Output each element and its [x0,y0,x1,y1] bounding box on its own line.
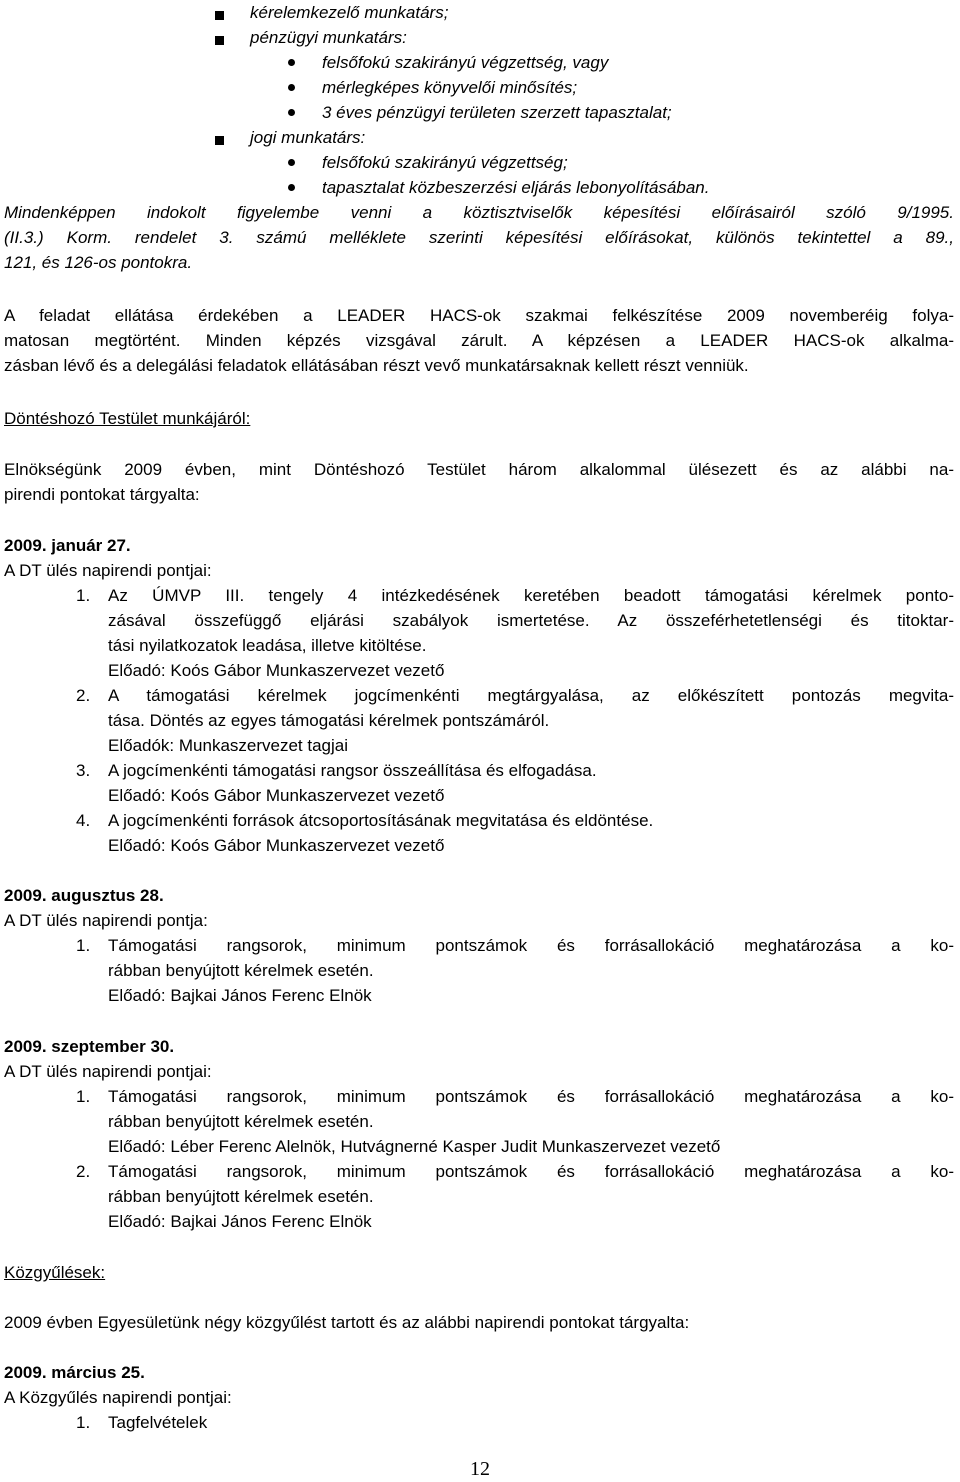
training-line: zásban lévő és a delegálási feladatok ellátásában részt vevő munkatársaknak kellett részt venniük. [4,356,749,375]
agenda-number: 4. [76,811,91,830]
agenda-number: 2. [76,1162,91,1181]
agenda-number: 3. [76,761,91,780]
list-item: tapasztalat közbeszerzési eljárás lebonyolításában. [322,178,710,197]
agenda-presenter: Előadó: Koós Gábor Munkaszervezet vezető [108,786,445,805]
agenda-line: A jogcímenkénti támogatási rangsor összeállítása és elfogadása. [108,761,597,780]
agenda-presenter: Előadó: Koós Gábor Munkaszervezet vezető [108,661,445,680]
list-item: mérlegképes könyvelői minősítés; [322,78,578,97]
agenda-label: A DT ülés napirendi pontjai: [4,1062,212,1081]
training-line: matosan megtörtént. Minden képzés vizsgával zárult. A képzésen a LEADER HACS-ok alkalma- [4,331,954,350]
agenda-line: rábban benyújtott kérelmek esetén. [108,1187,374,1206]
note-line: (II.3.) Korm. rendelet 3. számú melléklete szerinti képesítési előírásokat, különös tekintettel a 89., [4,228,954,247]
training-line: A feladat ellátása érdekében a LEADER HACS-ok szakmai felkészítése 2009 novemberéig folya- [4,306,954,325]
round-bullet-icon [288,59,295,66]
meeting-date: 2009. szeptember 30. [4,1037,175,1056]
agenda-line: Tagfelvételek [108,1413,208,1432]
agenda-label: A DT ülés napirendi pontjai: [4,561,212,580]
square-bullet-icon [215,11,224,20]
list-item: pénzügyi munkatárs: [250,28,407,47]
agenda-presenter: Előadó: Bajkai János Ferenc Elnök [108,1212,372,1231]
meeting-date: 2009. március 25. [4,1363,145,1382]
square-bullet-icon [215,136,224,145]
agenda-line: Támogatási rangsorok, minimum pontszámok és forrásallokáció meghatározása a ko- [108,1087,954,1106]
agenda-line: Támogatási rangsorok, minimum pontszámok és forrásallokáció meghatározása a ko- [108,1162,954,1181]
round-bullet-icon [288,109,295,116]
agenda-number: 1. [76,1087,91,1106]
list-item: 3 éves pénzügyi területen szerzett tapasztalat; [322,103,672,122]
list-item: kérelemkezelő munkatárs; [250,3,449,22]
agenda-line: tása. Döntés az egyes támogatási kérelmek pontszámáról. [108,711,550,730]
square-bullet-icon [215,36,224,45]
note-line: 121, és 126-os pontokra. [4,253,193,272]
agenda-line: Az ÚMVP III. tengely 4 intézkedésének keretében beadott támogatási kérelmek ponto- [108,586,954,605]
agenda-line: rábban benyújtott kérelmek esetén. [108,1112,374,1131]
page-number: 12 [470,1458,490,1480]
agenda-presenter: Előadó: Bajkai János Ferenc Elnök [108,986,372,1005]
agenda-line: A támogatási kérelmek jogcímenkénti megtárgyalása, az előkészített pontozás megvita- [108,686,954,705]
list-item: jogi munkatárs: [250,128,366,147]
agenda-label: A DT ülés napirendi pontja: [4,911,208,930]
list-item: felsőfokú szakirányú végzettség; [322,153,568,172]
round-bullet-icon [288,159,295,166]
agenda-label: A Közgyűlés napirendi pontjai: [4,1388,232,1407]
meeting-date: 2009. augusztus 28. [4,886,164,905]
intro-line: 2009 évben Egyesületünk négy közgyűlést tartott és az alábbi napirendi pontokat tárgyalta: [4,1313,690,1332]
agenda-line: tási nyilatkozatok leadása, illetve kitöltése. [108,636,427,655]
agenda-number: 1. [76,586,91,605]
agenda-line: A jogcímenkénti források átcsoportosításának megvitatása és eldöntése. [108,811,654,830]
agenda-presenter: Előadó: Koós Gábor Munkaszervezet vezető [108,836,445,855]
agenda-presenter: Előadók: Munkaszervezet tagjai [108,736,349,755]
intro-line: pirendi pontokat tárgyalta: [4,485,200,504]
section-heading: Közgyűlések: [4,1263,106,1282]
agenda-line: rábban benyújtott kérelmek esetén. [108,961,374,980]
agenda-number: 1. [76,1413,91,1432]
intro-line: Elnökségünk 2009 évben, mint Döntéshozó Testület három alkalommal ülésezett és az alábbi na- [4,460,954,479]
agenda-line: zásával összefüggő eljárási szabályok ismertetése. Az összeférhetetlenségi és titoktar- [108,611,954,630]
agenda-number: 1. [76,936,91,955]
agenda-number: 2. [76,686,91,705]
round-bullet-icon [288,184,295,191]
agenda-presenter: Előadó: Léber Ferenc Alelnök, Hutvágnerné Kasper Judit Munkaszervezet vezető [108,1137,721,1156]
agenda-line: Támogatási rangsorok, minimum pontszámok és forrásallokáció meghatározása a ko- [108,936,954,955]
round-bullet-icon [288,84,295,91]
list-item: felsőfokú szakirányú végzettség, vagy [322,53,609,72]
meeting-date: 2009. január 27. [4,536,131,555]
section-heading: Döntéshozó Testület munkájáról: [4,409,251,428]
note-line: Mindenképpen indokolt figyelembe venni a köztisztviselők képesítési előírásairól szóló 9/1995. [4,203,954,222]
